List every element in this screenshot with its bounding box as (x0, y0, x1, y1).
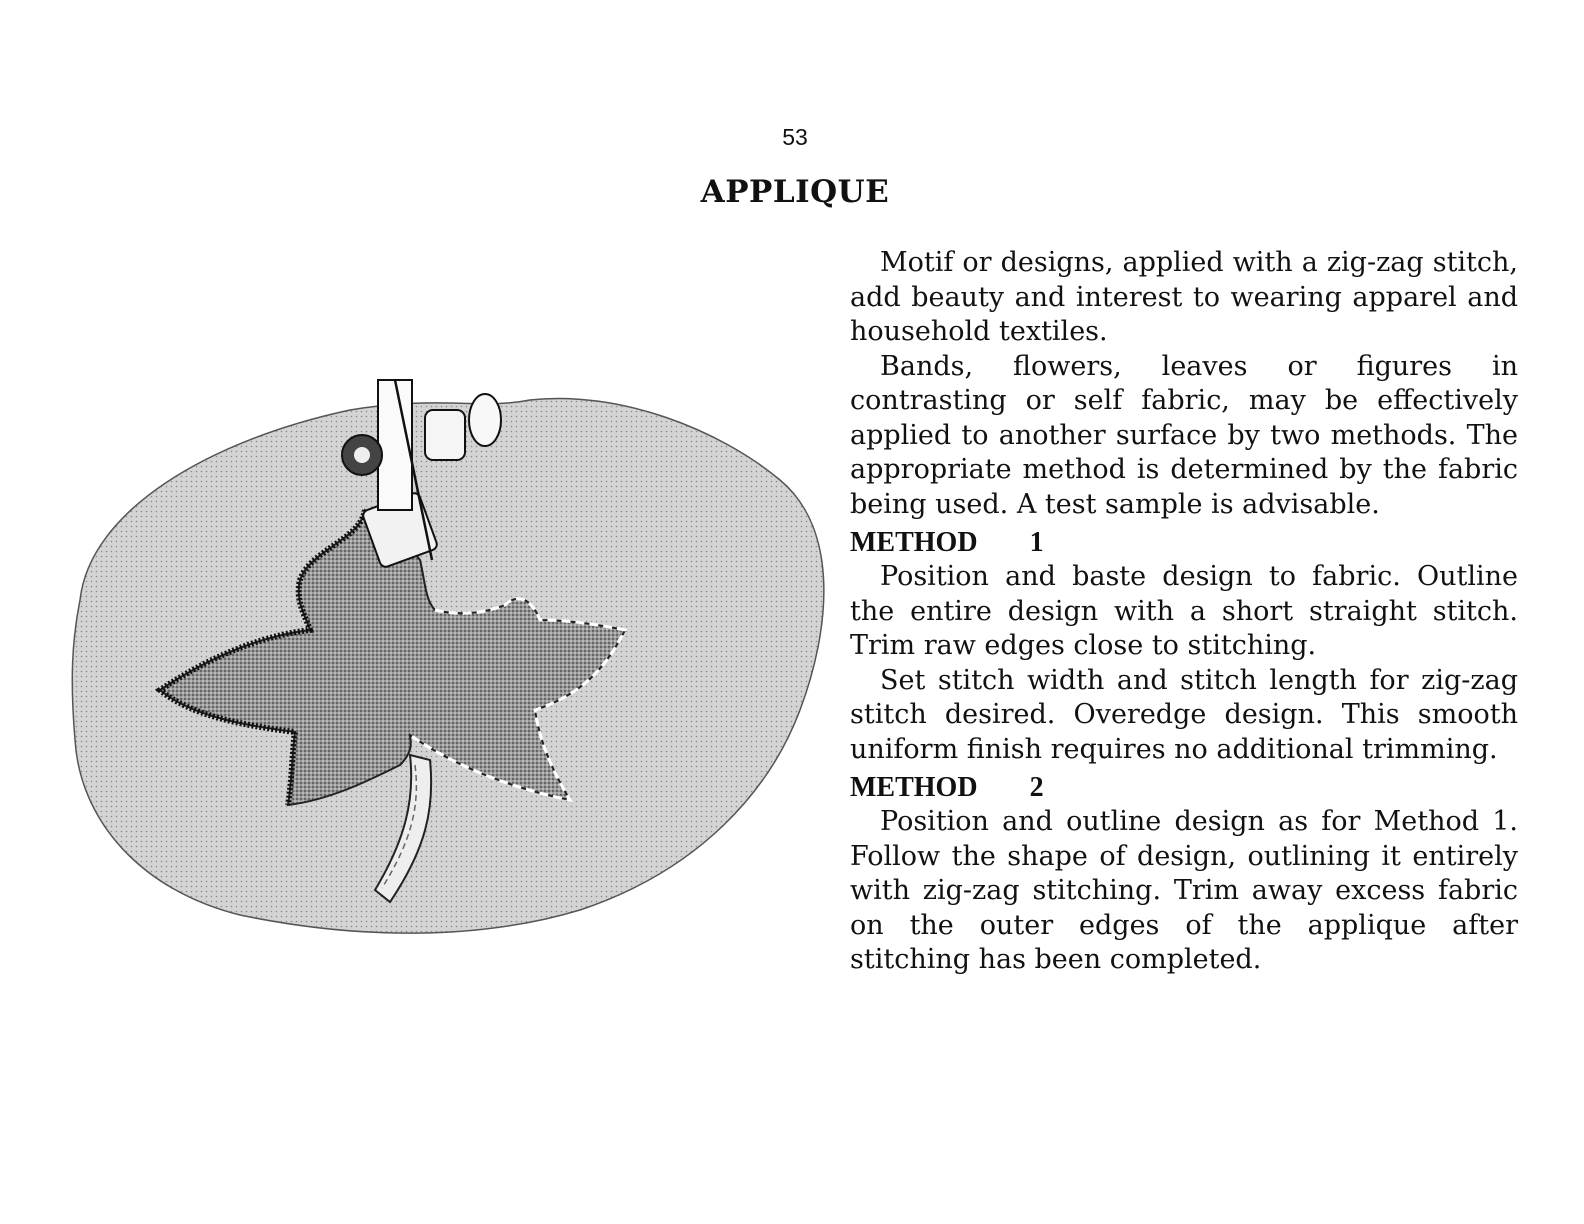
method-2-number: 2 (1029, 772, 1044, 803)
method-2-paragraph: Position and outline design as for Method 1. Follow the shape of design, outlining it entirely with zig-zag stitching. Trim away excess fabric on the outer edges of the applique after stitching has been completed. (850, 806, 1518, 975)
intro-paragraph: Bands, flowers, leaves or figures in contrasting or self fabric, may be effectively applied to another surface by two methods. The appropriate method is determined by the fabric being used. A test sample is advisable. (850, 350, 1518, 520)
page-title: APPLIQUE (700, 174, 890, 210)
intro-paragraph: Motif or designs, applied with a zig-zag stitch, add beauty and interest to wearing apparel and household textiles. (850, 247, 1518, 347)
method-1-paragraph: Position and baste design to fabric. Outline the entire design with a short straight stitch. Trim raw edges close to stitching. (850, 561, 1518, 661)
method-2-heading (850, 771, 1518, 805)
sewing-machine-applique-illustration (60, 370, 840, 970)
method-1-number: 1 (1029, 527, 1044, 558)
page-number: 53 (782, 124, 808, 150)
method-2-label: METHOD (850, 772, 978, 803)
method-1-paragraph: Set stitch width and stitch length for zig-zag stitch desired. Overedge design. This smooth uniform finish requires no additional trimming. (850, 664, 1518, 765)
thumb-screw (469, 394, 501, 446)
text-column (850, 246, 1518, 978)
method-1-label: METHOD (850, 527, 978, 558)
method-1-heading (850, 526, 1518, 560)
